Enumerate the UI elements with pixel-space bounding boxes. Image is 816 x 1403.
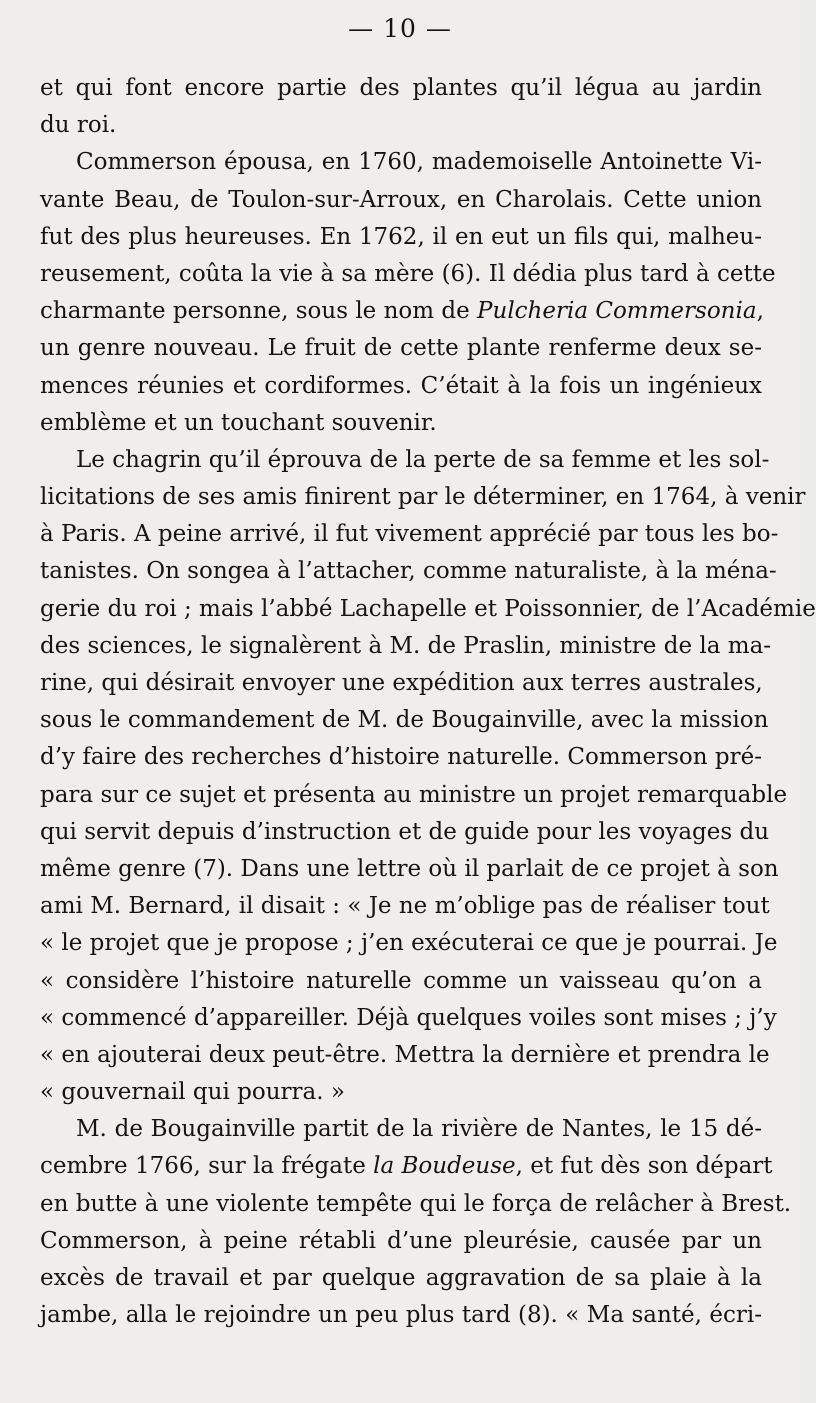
line-text: en butte à une violente tempête qui le força de relâcher à Brest. <box>40 1190 792 1217</box>
line-text: « commencé d’appareiller. Déjà quelques voiles sont mises ; j’y <box>40 1004 777 1031</box>
text-line <box>40 293 762 330</box>
text-line <box>40 182 762 219</box>
line-text: emblème et un touchant souvenir. <box>40 409 437 436</box>
text-line <box>40 368 762 405</box>
text-line <box>40 591 816 628</box>
page-number: — 10 — <box>348 14 452 43</box>
line-text: même genre (7). Dans une lettre où il parlait de ce projet à son <box>40 855 779 882</box>
body-text <box>40 70 816 1334</box>
text-line <box>40 256 776 293</box>
line-text: qui servit depuis d’instruction et de guide pour les voyages du <box>40 818 770 845</box>
text-line <box>40 144 762 181</box>
line-text: para sur ce sujet et présenta au ministre un projet remarquable <box>40 781 788 808</box>
text-line <box>40 1111 762 1148</box>
text-line <box>40 516 779 553</box>
line-text: d’y faire des recherches d’histoire naturelle. Commerson pré- <box>40 744 762 771</box>
line-text: vante Beau, de Toulon-sur-Arroux, en Charolais. Cette union <box>40 186 762 213</box>
line-text: un genre nouveau. Le fruit de cette plante renferme deux se- <box>40 335 762 362</box>
italic-text: la Boudeuse <box>373 1153 516 1180</box>
text-line <box>40 442 770 479</box>
line-text-after: , <box>756 298 764 325</box>
text-line <box>40 1223 762 1260</box>
line-text: « le projet que je propose ; j’en exécuterai ce que je pourrai. Je <box>40 930 778 957</box>
line-text: reusement, coûta la vie à sa mère (6). Il dédia plus tard à cette <box>40 260 776 287</box>
line-text: « gouvernail qui pourra. » <box>40 1079 345 1106</box>
line-text: des sciences, le signalèrent à M. de Praslin, ministre de la ma- <box>40 632 772 659</box>
line-text-after: , et fut dès son départ <box>515 1153 773 1180</box>
line-text: « en ajouterai deux peut-être. Mettra la dernière et prendra le <box>40 1041 770 1068</box>
text-line <box>40 1074 762 1111</box>
line-text: fut des plus heureuses. En 1762, il en eut un fils qui, malheu- <box>40 223 762 250</box>
text-line <box>40 1260 762 1297</box>
line-text: à Paris. A peine arrivé, il fut vivement apprécié par tous les bo- <box>40 521 779 548</box>
text-line <box>40 702 769 739</box>
line-text: mences réunies et cordiformes. C’était à la fois un ingénieux <box>40 372 762 399</box>
text-line <box>40 405 762 442</box>
text-line <box>40 1000 777 1037</box>
text-line <box>40 1037 770 1074</box>
text-line <box>40 963 762 1000</box>
text-line <box>40 814 770 851</box>
line-text: excès de travail et par quelque aggravation de sa plaie à la <box>40 1265 762 1291</box>
line-text: et qui font encore partie des plantes qu’il légua au jardin <box>40 75 762 101</box>
text-line <box>40 107 762 144</box>
line-text: gerie du roi ; mais l’abbé Lachapelle et Poissonnier, de l’Académie <box>40 595 816 622</box>
text-line <box>40 553 777 590</box>
line-text: rine, qui désirait envoyer une expédition aux terres australes, <box>40 670 763 696</box>
text-line <box>40 888 770 925</box>
text-line <box>40 739 762 776</box>
line-text: du roi. <box>40 112 117 139</box>
line-text: Commerson, à peine rétabli d’une pleurésie, causée par un <box>40 1227 762 1254</box>
line-text: ami M. Bernard, il disait : « Je ne m’oblige pas de réaliser tout <box>40 893 770 920</box>
text-line <box>40 1148 773 1185</box>
line-text: licitations de ses amis finirent par le déterminer, en 1764, à venir <box>40 484 806 511</box>
line-text: tanistes. On songea à l’attacher, comme naturaliste, à la ména- <box>40 558 777 585</box>
line-text: jambe, alla le rejoindre un peu plus tard (8). « Ma santé, écri- <box>40 1302 762 1329</box>
text-line <box>40 777 788 814</box>
text-line <box>40 219 762 256</box>
text-line <box>40 665 762 702</box>
text-line <box>40 1186 792 1223</box>
line-text: charmante personne, sous le nom de <box>40 298 478 325</box>
text-line <box>40 330 762 367</box>
line-text: « considère l’histoire naturelle comme un vaisseau qu’on a <box>40 967 762 994</box>
line-text: sous le commandement de M. de Bougainville, avec la mission <box>40 707 769 734</box>
line-text: Le chagrin qu’il éprouva de la perte de sa femme et les sol- <box>76 446 770 473</box>
text-line <box>40 628 772 665</box>
text-line <box>40 925 778 962</box>
text-line <box>40 479 806 516</box>
line-text: M. de Bougainville partit de la rivière de Nantes, le 15 dé- <box>76 1116 762 1143</box>
line-text: cembre 1766, sur la frégate <box>40 1153 374 1180</box>
text-line <box>40 1297 762 1334</box>
italic-text: Pulcheria Commersonia <box>477 298 757 325</box>
text-line <box>40 851 779 888</box>
line-text: Commerson épousa, en 1760, mademoiselle Antoinette Vi- <box>76 149 762 176</box>
text-line <box>40 70 762 107</box>
